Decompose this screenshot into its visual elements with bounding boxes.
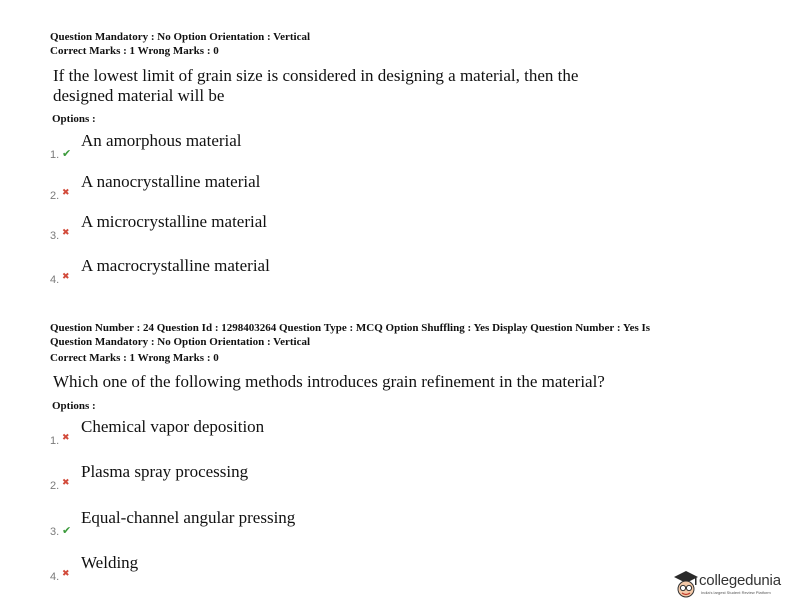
cross-icon: ✖ bbox=[62, 272, 70, 282]
option-text: Equal-channel angular pressing bbox=[81, 508, 296, 527]
option-number: 1. bbox=[50, 149, 60, 161]
option-item bbox=[50, 508, 450, 538]
question-meta: Question Number : 24 Question Id : 1298403264 Question Type : MCQ Option Shuffling : Yes Display Question Number : Yes Is bbox=[50, 322, 651, 334]
options-label: Options : bbox=[52, 400, 96, 412]
option-item bbox=[50, 212, 450, 242]
question-marks: Correct Marks : 1 Wrong Marks : 0 bbox=[50, 352, 219, 364]
option-text: A macrocrystalline material bbox=[81, 256, 270, 275]
option-number: 4. bbox=[50, 571, 60, 583]
cross-icon: ✖ bbox=[62, 569, 70, 579]
cross-icon: ✖ bbox=[62, 433, 70, 443]
cross-icon: ✖ bbox=[62, 478, 70, 488]
question-text-line: If the lowest limit of grain size is considered in designing a material, then the bbox=[53, 66, 579, 85]
option-text: An amorphous material bbox=[81, 131, 242, 150]
logo-brand-text: collegedunia bbox=[699, 572, 781, 589]
question-meta: Question Mandatory : No Option Orientation : Vertical bbox=[50, 336, 311, 348]
option-item bbox=[50, 417, 450, 447]
option-item bbox=[50, 256, 450, 286]
option-number: 4. bbox=[50, 274, 60, 286]
option-number: 2. bbox=[50, 480, 60, 492]
graduate-mascot-icon bbox=[672, 568, 700, 602]
question-text-line: designed material will be bbox=[53, 86, 225, 105]
option-number: 3. bbox=[50, 526, 60, 538]
check-icon: ✔ bbox=[62, 147, 72, 160]
option-item bbox=[50, 553, 450, 583]
option-item bbox=[50, 131, 450, 161]
question-meta: Question Mandatory : No Option Orientation : Vertical bbox=[50, 31, 311, 43]
option-item bbox=[50, 172, 450, 202]
option-text: Chemical vapor deposition bbox=[81, 417, 265, 436]
option-text: Plasma spray processing bbox=[81, 462, 249, 481]
cross-icon: ✖ bbox=[62, 228, 70, 238]
option-number: 2. bbox=[50, 190, 60, 202]
options-label: Options : bbox=[52, 113, 96, 125]
question-marks: Correct Marks : 1 Wrong Marks : 0 bbox=[50, 45, 219, 57]
question-text: Which one of the following methods introduces grain refinement in the material? bbox=[53, 372, 605, 391]
option-text: A microcrystalline material bbox=[81, 212, 267, 231]
cross-icon: ✖ bbox=[62, 188, 70, 198]
logo-tagline: India's largest Student Review Platform bbox=[701, 590, 771, 595]
question-text bbox=[53, 66, 653, 106]
option-text: A nanocrystalline material bbox=[81, 172, 261, 191]
option-item bbox=[50, 462, 450, 492]
option-text: Welding bbox=[81, 553, 139, 572]
check-icon: ✔ bbox=[62, 524, 72, 537]
option-number: 3. bbox=[50, 230, 60, 242]
option-number: 1. bbox=[50, 435, 60, 447]
collegedunia-logo bbox=[672, 568, 782, 604]
